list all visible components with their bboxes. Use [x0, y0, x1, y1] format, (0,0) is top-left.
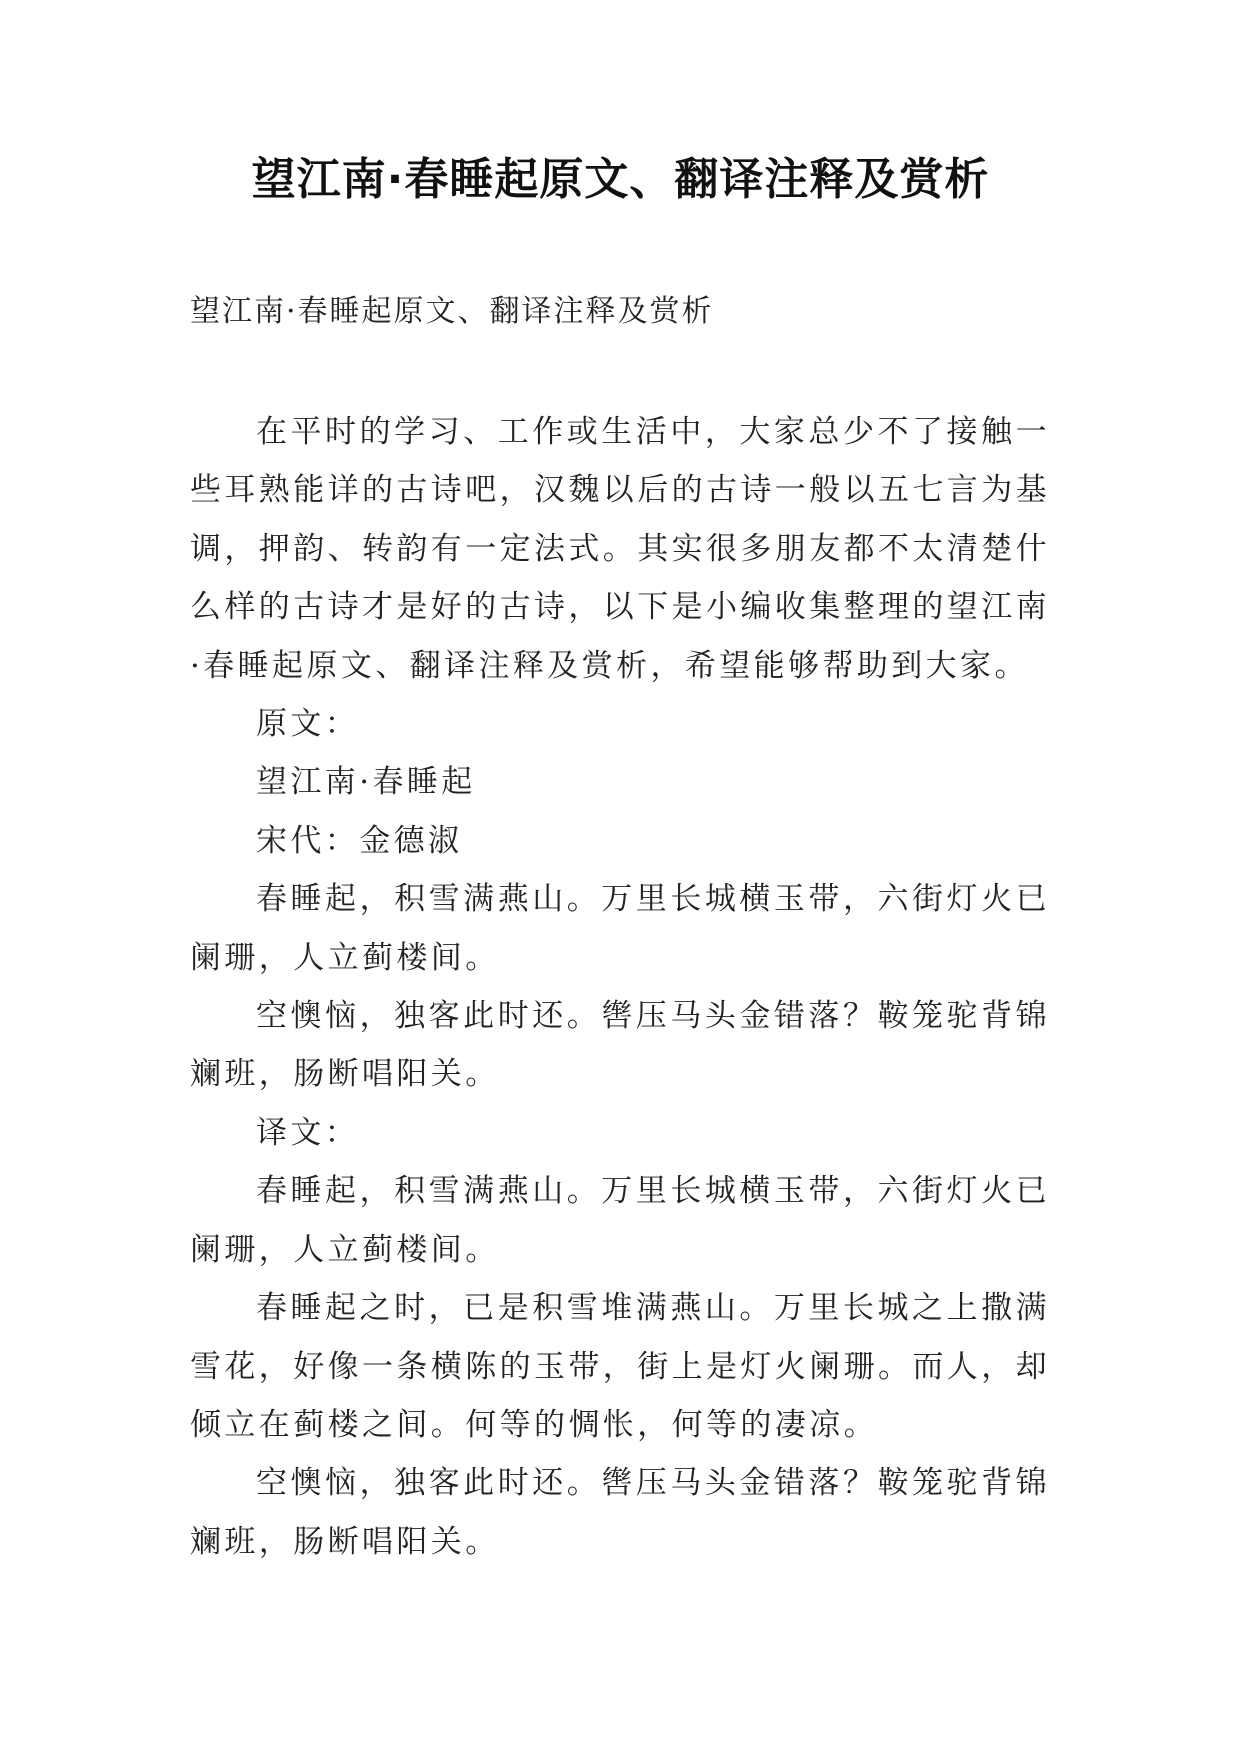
paragraph-translation-label: 译文：	[256, 1114, 360, 1151]
document-subtitle: 望江南·春睡起原文、翻译注释及赏析	[190, 294, 714, 329]
paragraph-translation-text-1: 春睡起之时，已是积雪堆满燕山。万里长城之上撒满雪花，好像一条横陈的玉带，街上是灯火阑珊。而人，却倾立在蓟楼之间。何等的惆怅，何等的凄凉。	[190, 1290, 1050, 1443]
document-title: 望江南·春睡起原文、翻译注释及赏析	[251, 154, 990, 205]
paragraph-translation-stanza-1: 春睡起，积雪满燕山。万里长城横玉带，六街灯火已阑珊，人立蓟楼间。	[190, 1173, 1050, 1268]
paragraph-poem-stanza-2: 空懊恼，独客此时还。辔压马头金错落？鞍笼驼背锦斓班，肠断唱阳关。	[190, 998, 1050, 1093]
paragraph-translation-stanza-2: 空懊恼，独客此时还。辔压马头金错落？鞍笼驼背锦斓班，肠断唱阳关。	[190, 1465, 1050, 1560]
paragraph-poem-title: 望江南·春睡起	[256, 764, 476, 801]
paragraph-intro: 在平时的学习、工作或生活中，大家总少不了接触一些耳熟能详的古诗吧，汉魏以后的古诗一般以五七言为基调，押韵、转韵有一定法式。其实很多朋友都不太清楚什么样的古诗才是好的古诗，以下是小编收集整理的望江南·春睡起原文、翻译注释及赏析，希望能够帮助到大家。	[190, 414, 1050, 684]
document-body	[190, 403, 1050, 1571]
paragraph-poem-stanza-1: 春睡起，积雪满燕山。万里长城横玉带，六街灯火已阑珊，人立蓟楼间。	[190, 881, 1050, 976]
paragraph-original-label: 原文：	[256, 706, 360, 743]
paragraph-poem-author: 宋代：金德淑	[256, 822, 463, 859]
